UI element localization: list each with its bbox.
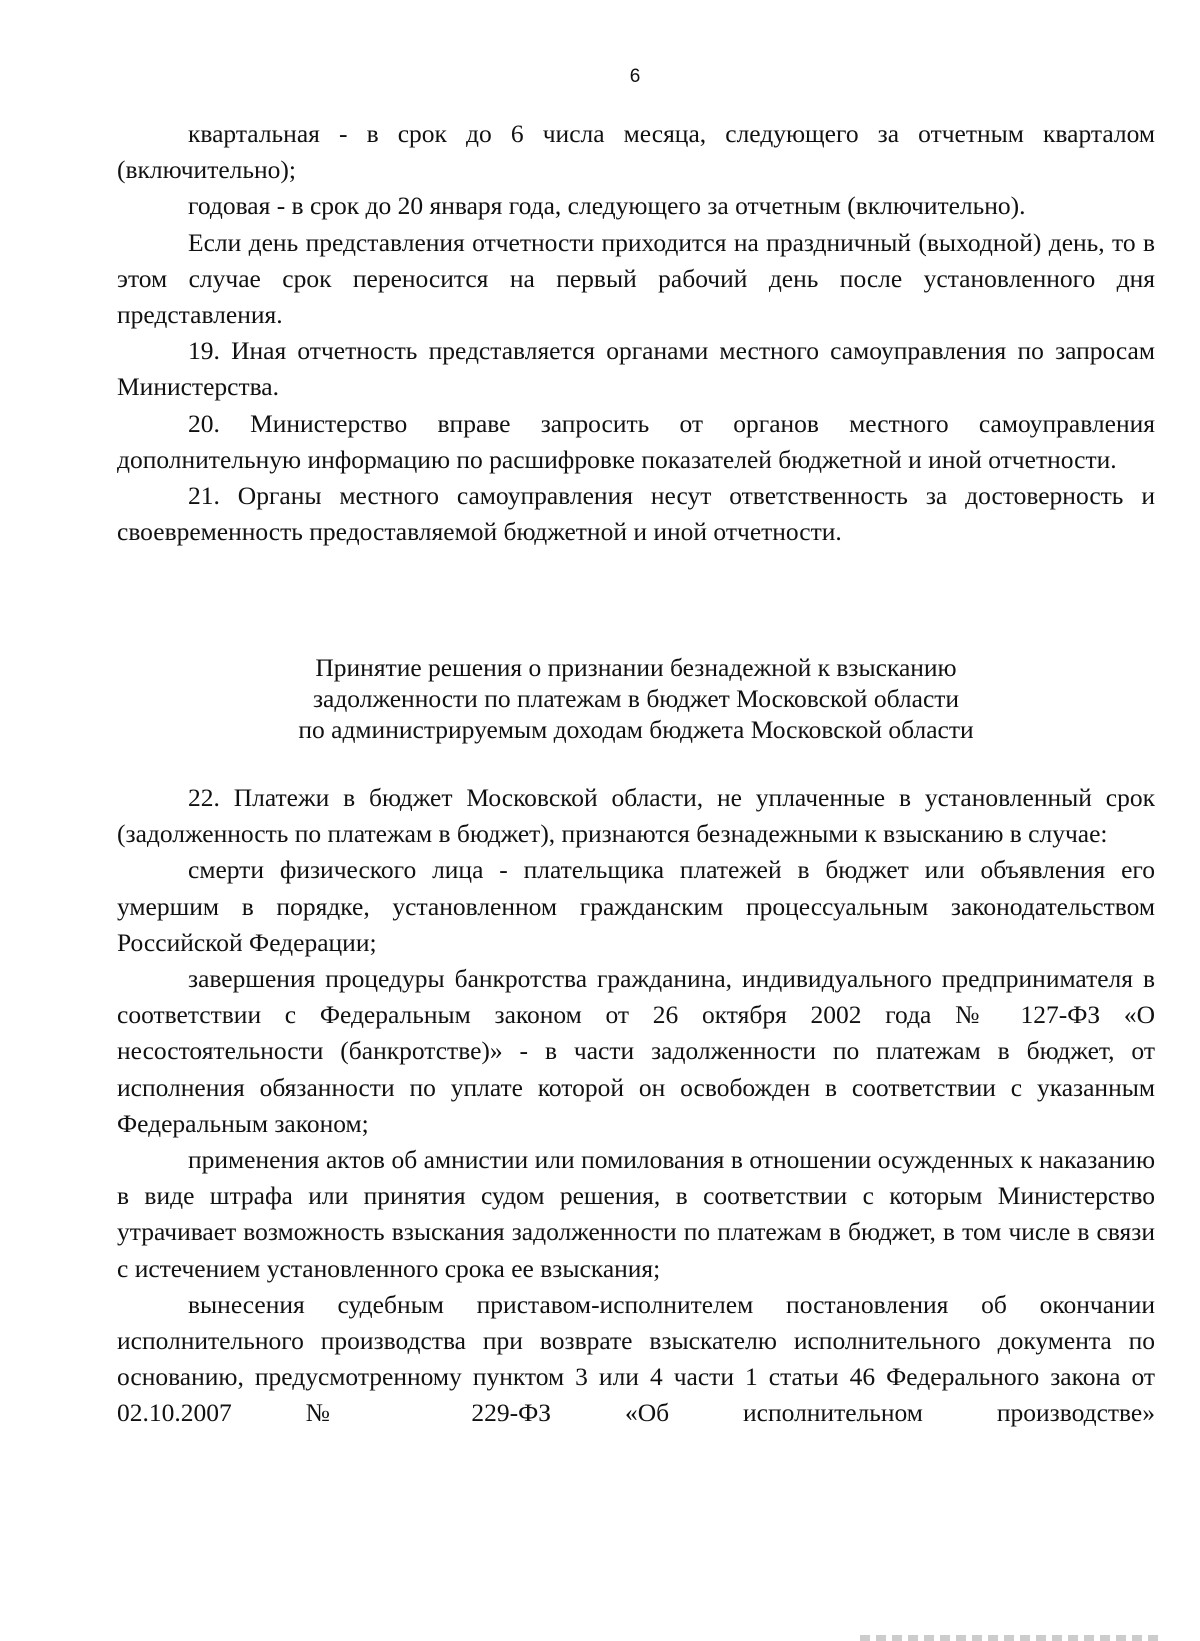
section-heading-line: по администрируемым доходам бюджета Московской области <box>298 715 974 744</box>
paragraph-item-20: 20. Министерство вправе запросить от органов местного самоуправления дополнительную информацию по расшифровке показателей бюджетной и иной отчетности. <box>117 408 1155 474</box>
paragraph-item-22: 22. Платежи в бюджет Московской области, не уплаченные в установленный срок (задолженность по платежам в бюджет), признаются безнадежными к взысканию в случае: <box>117 783 1155 849</box>
scan-artifact <box>860 1635 1160 1641</box>
paragraph-death-case: смерти физического лица - плательщика платежей в бюджет или объявления его умершим в порядке, установленном гражданским процессуальным законодательством Российской Федерации; <box>117 855 1155 957</box>
bottom-text-block <box>117 780 1155 1432</box>
section-heading-line: задолженности по платежам в бюджет Московской области <box>312 684 960 713</box>
paragraph-annual-deadline: годовая - в срок до 20 января года, следующего за отчетным (включительно). <box>188 191 1026 221</box>
paragraph-item-21: 21. Органы местного самоуправления несут ответственность за достоверность и своевременность предоставляемой бюджетной и иной отчетности. <box>117 481 1155 547</box>
top-text-block <box>117 116 1155 550</box>
paragraph-enforcement-case: вынесения судебным приставом-исполнителем постановления об окончании исполнительного производства при возврате взыскателю исполнительного документа по основанию, предусмотренному пунктом 3 или 4 части 1 статьи 46 Федерального закона от 02.10.2007 № 229-ФЗ «Об исполнительном производстве» <box>117 1289 1155 1428</box>
paragraph-holiday-rule: Если день представления отчетности приходится на праздничный (выходной) день, то в этом случае срок переносится на первый рабочий день после установленного дня представления. <box>117 227 1155 330</box>
section-heading-line: Принятие решения о признании безнадежной к взысканию <box>315 653 957 682</box>
page-number: 6 <box>629 66 641 87</box>
paragraph-item-19: 19. Иная отчетность представляется органами местного самоуправления по запросам Министерства. <box>117 336 1155 402</box>
paragraph-quarterly-deadline: квартальная - в срок до 6 числа месяца, следующего за отчетным кварталом (включительно); <box>117 119 1155 185</box>
paragraph-amnesty-case: применения актов об амнистии или помилования в отношении осужденных к наказанию в виде штрафа или принятия судом решения, в соответствии с которым Министерство утрачивает возможность взыскания задолженности по платежам в бюджет, в том числе в связи с истечением установленного срока ее взыскания; <box>117 1145 1155 1283</box>
paragraph-bankruptcy-case: завершения процедуры банкротства гражданина, индивидуального предпринимателя в соответствии с Федеральным законом от 26 октября 2002 года № 127-ФЗ «О несостоятельности (банкротстве)» - в части задолженности по платежам в бюджет, от исполнения обязанности по уплате которой он освобожден в соответствии с указанным Федеральным законом; <box>117 964 1155 1138</box>
section-heading <box>117 652 1155 745</box>
